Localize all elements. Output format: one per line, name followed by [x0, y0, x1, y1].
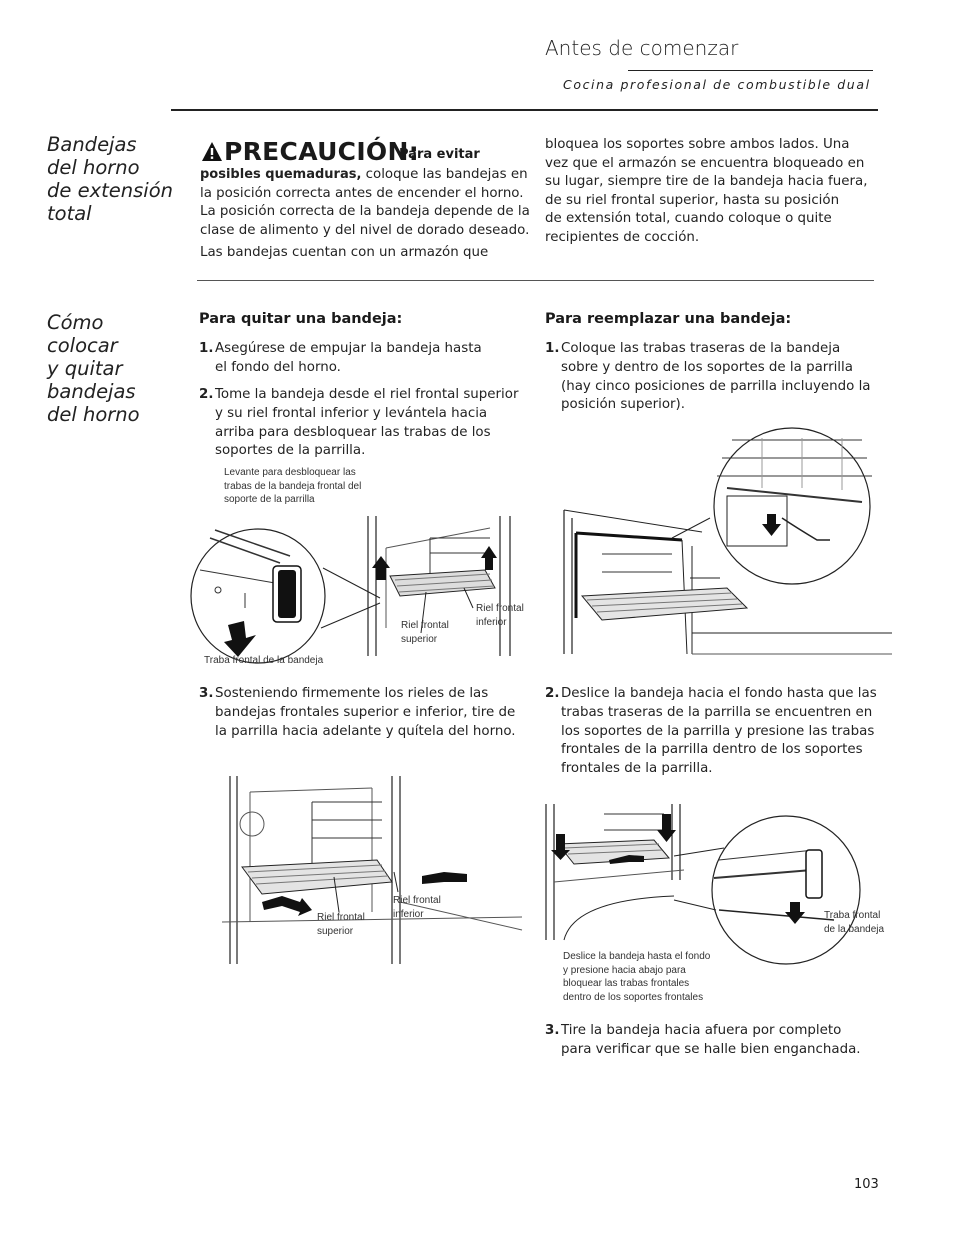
caution-lead: Para evitar — [399, 147, 480, 162]
step-text: Tome la bandeja desde el riel frontal superior y su riel frontal inferior y levántela hacia arriba para desbloquear las trabas de los soportes de la parrilla. — [215, 387, 519, 459]
step-text: Asegúrese de empujar la bandeja hasta el fondo del horno. — [215, 341, 482, 375]
sidebar-heading-place-remove — [47, 311, 140, 426]
fig4-caption — [563, 950, 710, 1004]
sidebar-heading-line: Bandejas — [47, 133, 137, 156]
replace-step-3 — [545, 1022, 865, 1060]
section-rule — [197, 280, 874, 281]
remove-step-2 — [199, 386, 529, 461]
step-number: 2. — [199, 387, 214, 402]
fig2-upper-rail-label — [317, 911, 365, 938]
sidebar-heading-line: colocar — [47, 334, 118, 357]
replace-step-1 — [545, 340, 875, 415]
caption-line: Riel frontal — [393, 895, 441, 906]
caution-line: la posición correcta antes de encender el horno. — [200, 185, 524, 201]
caution-line: vez que el armazón se encuentra bloqueado en — [545, 155, 865, 171]
sidebar-heading-line: y quitar — [47, 357, 123, 380]
header-divider — [628, 70, 873, 71]
fig2-lower-rail-label — [393, 894, 441, 921]
sidebar-heading-line: total — [47, 202, 92, 225]
fig4-latch-label — [824, 909, 884, 936]
caution-line: La posición correcta de la bandeja depende de la — [200, 204, 530, 220]
caption-line: Riel frontal — [317, 912, 365, 923]
fig1-caption-lift — [224, 466, 361, 507]
step-text: Deslice la bandeja hacia el fondo hasta que las trabas traseras de la parrilla se encuentren en los soportes de la parrilla y presione las trabas frontales de la parrilla dentro de los soportes frontales de la parrilla. — [561, 686, 877, 777]
replace-heading: Para reemplazar una bandeja: — [545, 311, 792, 327]
caution-line: Las bandejas cuentan con un armazón que — [200, 245, 489, 261]
caption-line: superior — [401, 633, 438, 645]
caption-line: dentro de los soportes frontales — [563, 991, 704, 1003]
caution-line: clase de alimento y del nivel de dorado deseado. — [200, 222, 530, 238]
caption-line: Riel frontal — [401, 620, 449, 631]
caption-line: bloquear las trabas frontales — [563, 978, 690, 990]
step-number: 2. — [545, 686, 560, 701]
step-number: 1. — [199, 341, 214, 356]
caption-line: trabas de la bandeja frontal del — [224, 480, 362, 492]
step-number: 1. — [545, 341, 560, 356]
caption-line: superior — [317, 925, 354, 937]
fig2-rack-removal-illustration — [222, 772, 522, 967]
step-number: 3. — [199, 686, 214, 701]
sidebar-heading-line: del horno — [47, 156, 140, 179]
caption-line: soporte de la parrilla — [224, 494, 315, 506]
page-number: 103 — [854, 1177, 879, 1192]
caution-line: de extensión total, cuando coloque o quite — [545, 211, 832, 227]
sidebar-heading-line: Cómo — [47, 311, 104, 334]
caution-title: PRECAUCIÓN: — [224, 137, 419, 166]
sidebar-heading-line: bandejas — [47, 380, 136, 403]
caution-block — [200, 137, 535, 263]
caution-text — [200, 166, 535, 263]
step-text: Coloque las trabas traseras de la bandeja sobre y dentro de los soportes de la parrilla (hay cinco posiciones de parrilla incluyendo la posición superior). — [561, 341, 871, 413]
step-number: 3. — [545, 1023, 560, 1038]
caption-line: Riel frontal — [476, 603, 524, 614]
caption-line: Traba frontal — [824, 910, 881, 921]
caption-line: y presione hacia abajo para — [563, 964, 686, 976]
step-text: Sosteniendo firmemente los rieles de las bandejas frontales superior e inferior, tire de la parrilla hacia adelante y quítela del horno. — [215, 686, 516, 739]
replace-step-2 — [545, 685, 880, 779]
caution-block-col2 — [545, 136, 875, 248]
caution-line: bloquea los soportes sobre ambos lados. Una — [545, 137, 850, 152]
caution-line: su lugar, siempre tire de la bandeja hacia fuera, — [545, 174, 868, 190]
product-line: Cocina profesional de combustible dual — [563, 77, 871, 92]
remove-heading: Para quitar una bandeja: — [199, 311, 403, 327]
fig1-caption-latch: Traba frontal de la bandeja — [204, 655, 324, 666]
fig3-rack-placement-illustration — [562, 428, 892, 658]
caution-line: recipientes de cocción. — [545, 229, 700, 245]
caption-line: Deslice la bandeja hasta el fondo — [563, 951, 711, 962]
header-rule — [171, 109, 878, 111]
caution-line: de su riel frontal superior, hasta su posición — [545, 192, 840, 208]
remove-step-1 — [199, 340, 489, 378]
sidebar-heading-line: del horno — [47, 403, 140, 426]
fig1-lower-rail-label — [476, 602, 524, 629]
section-title: Antes de comenzar — [545, 36, 739, 60]
caption-line: de la bandeja — [824, 923, 885, 935]
remove-step-3 — [199, 685, 529, 741]
caption-line: Levante para desbloquear las — [224, 467, 356, 478]
step-text: Tire la bandeja hacia afuera por completo para verificar que se halle bien enganchada. — [561, 1023, 861, 1057]
sidebar-heading-line: de extensión — [47, 179, 173, 202]
fig1-rack-unlock-illustration — [190, 508, 520, 668]
sidebar-heading-full-extension — [47, 133, 173, 225]
caption-line: inferior — [393, 908, 424, 920]
caution-text-1: coloque las bandejas en — [361, 167, 528, 182]
warning-triangle-icon — [201, 141, 223, 163]
caution-lead-2: posibles quemaduras, — [200, 167, 362, 182]
fig1-upper-rail-label — [401, 619, 449, 646]
caption-line: inferior — [476, 616, 507, 628]
